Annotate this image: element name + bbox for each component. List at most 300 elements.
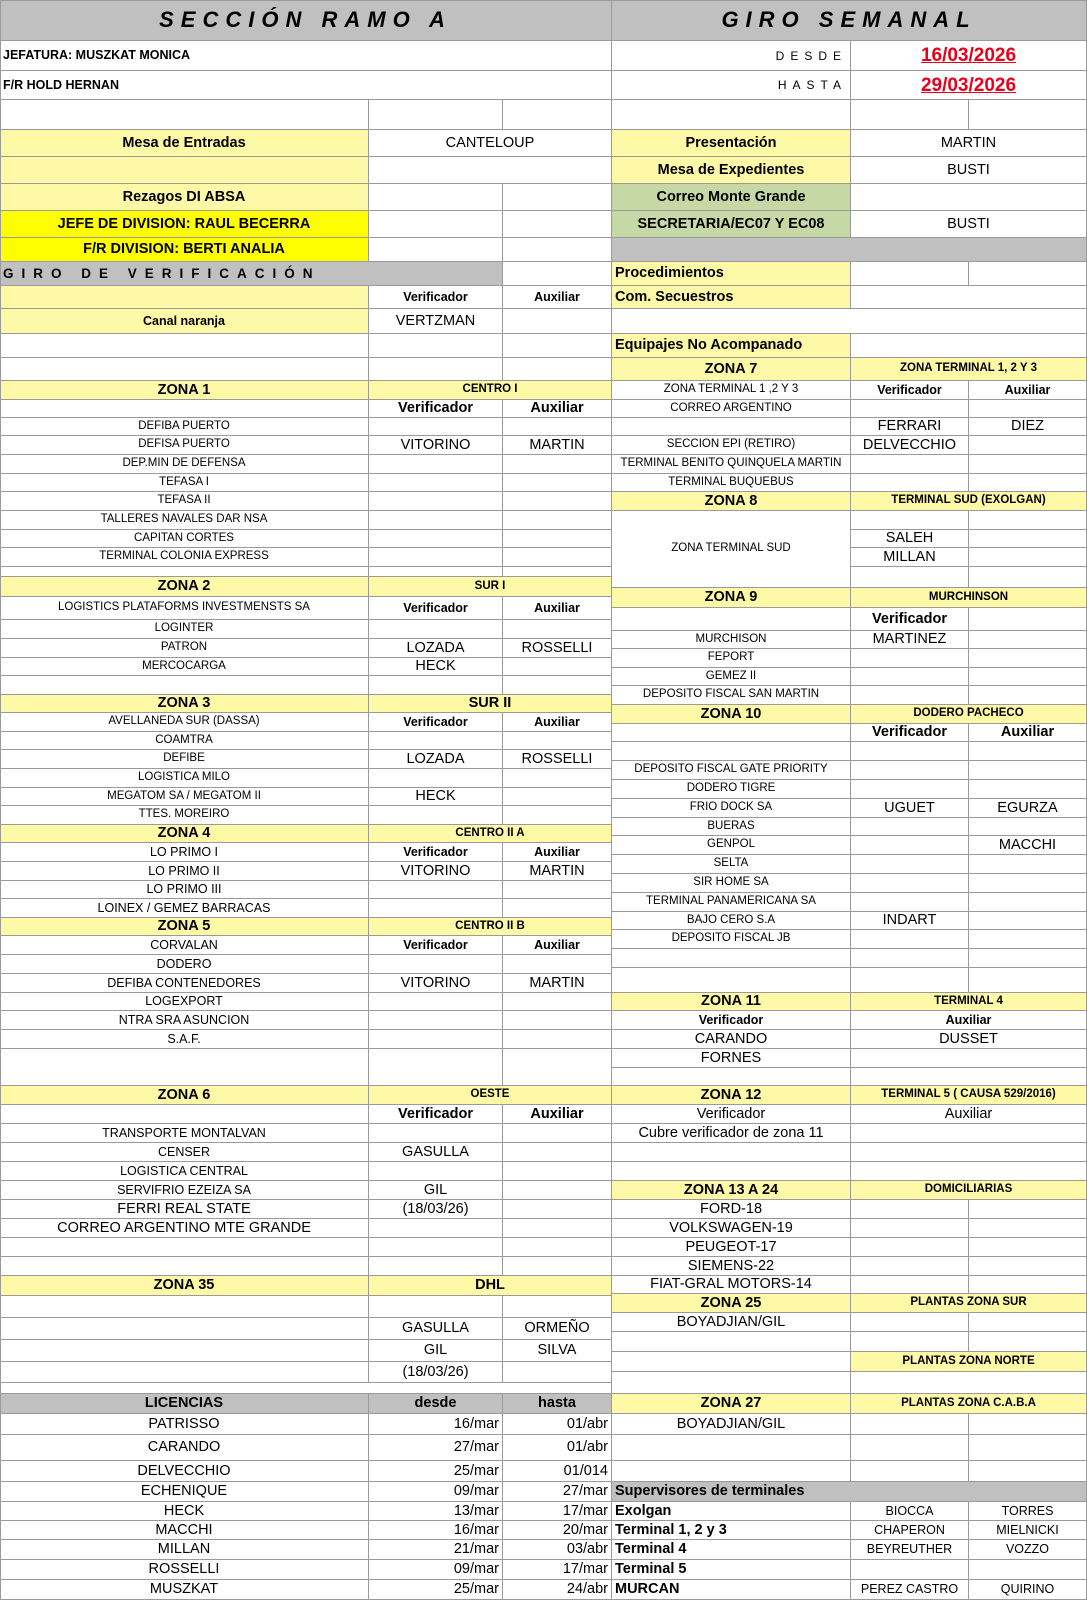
- empty-cell: [969, 1219, 1087, 1238]
- zone-header: ZONA 13 A 24: [612, 1181, 851, 1200]
- top-martin: MARTIN: [851, 130, 1087, 157]
- labels-verificador: Verificador: [369, 597, 503, 620]
- verificador-name: GASULLA: [369, 1318, 503, 1340]
- desde-label: DESDE: [612, 41, 851, 71]
- supervisor-name: TORRES: [969, 1502, 1087, 1521]
- empty-cell: [969, 1276, 1087, 1294]
- list-item: PATRON: [0, 639, 369, 658]
- auxiliar-name: MARTIN: [503, 862, 612, 881]
- empty-cell: [969, 949, 1087, 968]
- empty-cell: [503, 530, 612, 548]
- zone-header: ZONA 12: [612, 1086, 851, 1105]
- zone-header: ZONA 4: [0, 825, 369, 843]
- empty-cell: [503, 358, 612, 381]
- empty-cell: [503, 788, 612, 806]
- empty-cell: [969, 780, 1087, 799]
- list-item: S.A.F.: [0, 1030, 369, 1049]
- list-item: GENPOL: [612, 836, 851, 855]
- list-item: BOYADJIAN/GIL: [612, 1414, 851, 1435]
- licencia-name: ROSSELLI: [0, 1560, 369, 1580]
- zone-sub-header: TERMINAL 5 ( CAUSA 529/2016): [851, 1086, 1087, 1105]
- empty-cell: [0, 1362, 369, 1383]
- list-item: GEMEZ II: [612, 668, 851, 686]
- empty-cell: [851, 1219, 969, 1238]
- licencia-hasta: 17/mar: [503, 1502, 612, 1521]
- licencia-desde: 25/mar: [369, 1580, 503, 1600]
- empty-cell: [612, 742, 851, 761]
- empty-cell: [969, 1200, 1087, 1219]
- zone-sub-header: SUR II: [369, 695, 612, 713]
- auxiliar-name: DIEZ: [969, 418, 1087, 436]
- empty-cell: [369, 1238, 503, 1257]
- labels-verificador: Verificador: [369, 286, 503, 309]
- list-item: CENSER: [0, 1143, 369, 1162]
- empty-cell: [851, 930, 969, 949]
- licencia-name: MUSZKAT: [0, 1580, 369, 1600]
- empty-cell: [369, 1257, 503, 1276]
- empty-cell: [612, 418, 851, 436]
- licencias-desde-header: desde: [369, 1394, 503, 1414]
- empty-cell: [503, 993, 612, 1011]
- list-item: CORVALAN: [0, 936, 369, 955]
- empty-cell: [503, 474, 612, 492]
- verificador-name: Verificador: [851, 608, 969, 631]
- list-item: LOGINTER: [0, 620, 369, 639]
- empty-cell: [369, 1296, 503, 1318]
- list-item: CAPITAN CORTES: [0, 530, 369, 548]
- supervisores-header: Supervisores de terminales: [612, 1482, 1087, 1502]
- empty-cell: [851, 1068, 1087, 1086]
- empty-cell: [969, 930, 1087, 949]
- empty-cell: [503, 955, 612, 974]
- empty-cell: [0, 100, 369, 130]
- labels-verificador: Verificador: [612, 1011, 851, 1030]
- empty-cell: [851, 1124, 1087, 1143]
- supervisor-name: QUIRINO: [969, 1580, 1087, 1600]
- empty-cell: [851, 1143, 1087, 1162]
- right-z8_v1: SALEH: [851, 530, 969, 548]
- top-canal_naranja: Canal naranja: [0, 309, 369, 334]
- top-canteloup: CANTELOUP: [369, 130, 612, 157]
- verificador-name: Verificador: [369, 400, 503, 418]
- empty-cell: [503, 567, 612, 577]
- licencia-hasta: 24/abr: [503, 1580, 612, 1600]
- empty-cell: [369, 620, 503, 639]
- empty-cell: [369, 993, 503, 1011]
- empty-cell: [851, 874, 969, 893]
- empty-cell: [0, 1340, 369, 1362]
- list-item: TERMINAL COLONIA EXPRESS: [0, 548, 369, 567]
- licencia-hasta: 27/mar: [503, 1482, 612, 1502]
- empty-cell: [851, 334, 1087, 358]
- supervisor-terminal: Terminal 4: [612, 1540, 851, 1560]
- zone-sub-header: DOMICILIARIAS: [851, 1181, 1087, 1200]
- zone-sub-header: DHL: [369, 1276, 612, 1296]
- list-item: MEGATOM SA / MEGATOM II: [0, 788, 369, 806]
- top-procedimientos: Procedimientos: [612, 262, 851, 286]
- empty-cell: [969, 1435, 1087, 1461]
- labels-verificador_plain: Verificador: [612, 1105, 851, 1124]
- verificador-name: Verificador: [369, 1105, 503, 1124]
- empty-cell: [503, 238, 612, 262]
- labels-verificador: Verificador: [369, 936, 503, 955]
- list-item: FERRI REAL STATE: [0, 1200, 369, 1219]
- empty-cell: [369, 157, 612, 184]
- auxiliar-name: MARTIN: [503, 436, 612, 455]
- supervisor-terminal: Terminal 1, 2 y 3: [612, 1521, 851, 1540]
- top-busti: BUSTI: [851, 211, 1087, 238]
- empty-cell: [851, 1162, 1087, 1181]
- empty-cell: [503, 334, 612, 358]
- empty-cell: [503, 492, 612, 511]
- empty-cell: [0, 1383, 612, 1394]
- empty-cell: [369, 567, 503, 577]
- supervisor-terminal: Exolgan: [612, 1502, 851, 1521]
- empty-cell: [969, 742, 1087, 761]
- list-item: FEPORT: [612, 649, 851, 668]
- hasta-label: HASTA: [612, 71, 851, 100]
- empty-cell: [612, 1162, 851, 1181]
- empty-cell: [851, 1238, 969, 1257]
- empty-cell: [503, 1238, 612, 1257]
- empty-cell: [969, 761, 1087, 780]
- empty-cell: [851, 100, 969, 130]
- empty-cell: [969, 818, 1087, 836]
- licencias-header: LICENCIAS: [0, 1394, 369, 1414]
- top-correo_mg: Correo Monte Grande: [612, 184, 851, 211]
- verificador-name: (18/03/26): [369, 1362, 503, 1383]
- licencia-desde: 16/mar: [369, 1414, 503, 1435]
- auxiliar-name: Auxiliar: [503, 400, 612, 418]
- top-com_secuestros: Com. Secuestros: [612, 286, 851, 309]
- licencia-desde: 16/mar: [369, 1521, 503, 1540]
- auxiliar-name: Auxiliar: [503, 1105, 612, 1124]
- empty-cell: [969, 1257, 1087, 1276]
- auxiliar-name: ORMEÑO: [503, 1318, 612, 1340]
- empty-cell: [369, 548, 503, 567]
- right-z11_v-0: CARANDO: [612, 1030, 851, 1049]
- empty-cell: [369, 100, 503, 130]
- empty-cell: [503, 1219, 612, 1238]
- list-item: ZONA TERMINAL 1 ,2 Y 3: [612, 381, 851, 400]
- empty-cell: [851, 474, 969, 492]
- empty-cell: [503, 1143, 612, 1162]
- verificador-name: GIL: [369, 1181, 503, 1200]
- empty-cell: [369, 184, 503, 211]
- empty-cell: [503, 806, 612, 825]
- empty-cell: [503, 1030, 612, 1049]
- supervisor-name: BIOCCA: [851, 1502, 969, 1521]
- empty-cell: [851, 1372, 1087, 1394]
- list-item: LOINEX / GEMEZ BARRACAS: [0, 899, 369, 918]
- zone-sub-header: CENTRO I: [369, 381, 612, 400]
- empty-cell: [369, 474, 503, 492]
- empty-cell: [969, 567, 1087, 588]
- empty-cell: [369, 955, 503, 974]
- empty-cell: [369, 676, 503, 695]
- empty-cell: [369, 881, 503, 899]
- zone-header: ZONA 3: [0, 695, 369, 713]
- list-item: LOGEXPORT: [0, 993, 369, 1011]
- list-item: MURCHISON: [612, 631, 851, 649]
- top-jefe_div: JEFE DE DIVISION: RAUL BECERRA: [0, 211, 369, 238]
- licencia-hasta: 01/014: [503, 1461, 612, 1482]
- supervisor-name: VOZZO: [969, 1540, 1087, 1560]
- auxiliar-name: EGURZA: [969, 799, 1087, 818]
- top-rezagos: Rezagos DI ABSA: [0, 184, 369, 211]
- empty-cell: [369, 530, 503, 548]
- empty-cell: [503, 211, 612, 238]
- empty-cell: [503, 1257, 612, 1276]
- empty-cell: [503, 1162, 612, 1181]
- fr-label: F/R HOLD HERNAN: [0, 71, 612, 100]
- empty-cell: [851, 668, 969, 686]
- empty-cell: [369, 1011, 503, 1030]
- list-item: AVELLANEDA SUR (DASSA): [0, 713, 369, 732]
- empty-cell: [503, 1200, 612, 1219]
- empty-cell: [612, 238, 1087, 262]
- empty-cell: [851, 893, 969, 912]
- zone-header: ZONA 8: [612, 492, 851, 511]
- hasta-date: 29/03/2026: [851, 71, 1087, 100]
- jefatura-label: JEFATURA: MUSZKAT MONICA: [0, 41, 612, 71]
- supervisor-name: MIELNICKI: [969, 1521, 1087, 1540]
- auxiliar-name: MACCHI: [969, 836, 1087, 855]
- empty-cell: [503, 1181, 612, 1200]
- zone-sub-header: PLANTAS ZONA SUR: [851, 1294, 1087, 1313]
- empty-cell: [612, 608, 851, 631]
- licencia-name: ECHENIQUE: [0, 1482, 369, 1502]
- empty-cell: [369, 418, 503, 436]
- empty-cell: [969, 511, 1087, 530]
- supervisor-terminal: MURCAN: [612, 1580, 851, 1600]
- empty-cell: [851, 742, 969, 761]
- list-item: FIAT-GRAL MOTORS-14: [612, 1276, 851, 1294]
- licencia-name: MACCHI: [0, 1521, 369, 1540]
- list-item: DEPOSITO FISCAL GATE PRIORITY: [612, 761, 851, 780]
- zone-header: ZONA 35: [0, 1276, 369, 1296]
- empty-cell: [369, 358, 503, 381]
- empty-cell: [851, 949, 969, 968]
- empty-cell: [612, 1352, 851, 1372]
- licencia-name: PATRISSO: [0, 1414, 369, 1435]
- empty-cell: [612, 1332, 851, 1352]
- verificador-name: UGUET: [851, 799, 969, 818]
- empty-cell: [503, 455, 612, 474]
- licencia-name: HECK: [0, 1502, 369, 1521]
- auxiliar-name: Auxiliar: [969, 724, 1087, 742]
- empty-cell: [851, 286, 1087, 309]
- zone-sub-header: TERMINAL 4: [851, 993, 1087, 1011]
- verificador-name: DELVECCHIO: [851, 436, 969, 455]
- list-item: VOLKSWAGEN-19: [612, 1219, 851, 1238]
- licencia-hasta: 17/mar: [503, 1560, 612, 1580]
- empty-cell: [969, 100, 1087, 130]
- empty-cell: [0, 676, 369, 695]
- empty-cell: [503, 899, 612, 918]
- list-item: TTES. MOREIRO: [0, 806, 369, 825]
- list-item: TRANSPORTE MONTALVAN: [0, 1124, 369, 1143]
- zone-sub-header: ZONA TERMINAL 1, 2 Y 3: [851, 358, 1087, 381]
- empty-cell: [851, 649, 969, 668]
- list-item: NTRA SRA ASUNCION: [0, 1011, 369, 1030]
- verificador-name: LOZADA: [369, 639, 503, 658]
- empty-cell: [851, 780, 969, 799]
- section-title: SECCIÓN RAMO A: [0, 0, 612, 41]
- empty-cell: [851, 1332, 969, 1352]
- empty-cell: [0, 358, 369, 381]
- zone-sub-header: DODERO PACHECO: [851, 705, 1087, 724]
- empty-cell: [612, 1143, 851, 1162]
- labels-auxiliar: Auxiliar: [503, 713, 612, 732]
- verificador-name: HECK: [369, 788, 503, 806]
- empty-cell: [851, 262, 969, 286]
- top-secretaria: SECRETARIA/EC07 Y EC08: [612, 211, 851, 238]
- empty-cell: [612, 1435, 851, 1461]
- list-item: SELTA: [612, 855, 851, 874]
- empty-cell: [969, 474, 1087, 492]
- empty-cell: [969, 649, 1087, 668]
- verificador-name: LOZADA: [369, 750, 503, 769]
- labels-auxiliar: Auxiliar: [503, 936, 612, 955]
- empty-cell: [969, 912, 1087, 930]
- empty-cell: [0, 1257, 369, 1276]
- verificador-name: MARTINEZ: [851, 631, 969, 649]
- empty-cell: [503, 676, 612, 695]
- empty-cell: [0, 1049, 369, 1086]
- zone-header: ZONA 6: [0, 1086, 369, 1105]
- zone-header: ZONA 1: [0, 381, 369, 400]
- zone-sub-header: CENTRO II B: [369, 918, 612, 936]
- top-mesa_expedientes: Mesa de Expedientes: [612, 157, 851, 184]
- list-item: DEFIBA PUERTO: [0, 418, 369, 436]
- list-item: DEFIBE: [0, 750, 369, 769]
- auxiliar-name: ROSSELLI: [503, 750, 612, 769]
- supervisor-name: [969, 1560, 1087, 1580]
- supervisor-name: PEREZ CASTRO: [851, 1580, 969, 1600]
- zona-terminal-sud: ZONA TERMINAL SUD: [612, 511, 851, 588]
- list-item: COAMTRA: [0, 732, 369, 750]
- empty-cell: [851, 968, 969, 993]
- list-item: CORREO ARGENTINO: [612, 400, 851, 418]
- auxiliar-name: SILVA: [503, 1340, 612, 1362]
- empty-cell: [969, 455, 1087, 474]
- licencia-desde: 09/mar: [369, 1482, 503, 1502]
- zone-sub-header: SUR I: [369, 577, 612, 597]
- licencia-hasta: 01/abr: [503, 1414, 612, 1435]
- auxiliar-name: ROSSELLI: [503, 639, 612, 658]
- empty-cell: [0, 567, 369, 577]
- empty-cell: [369, 511, 503, 530]
- empty-cell: [969, 1238, 1087, 1257]
- licencia-desde: 09/mar: [369, 1560, 503, 1580]
- empty-cell: [969, 530, 1087, 548]
- list-item: LO PRIMO II: [0, 862, 369, 881]
- verificador-name: HECK: [369, 658, 503, 676]
- licencia-hasta: 20/mar: [503, 1521, 612, 1540]
- list-item: LO PRIMO I: [0, 843, 369, 862]
- list-item: DEFISA PUERTO: [0, 436, 369, 455]
- empty-cell: [503, 658, 612, 676]
- empty-cell: [369, 492, 503, 511]
- supervisor-terminal: Terminal 5: [612, 1560, 851, 1580]
- empty-cell: [851, 1435, 969, 1461]
- empty-cell: [503, 732, 612, 750]
- empty-cell: [969, 686, 1087, 705]
- list-item: SIEMENS-22: [612, 1257, 851, 1276]
- list-item: LOGISTICA MILO: [0, 769, 369, 788]
- empty-cell: [369, 1162, 503, 1181]
- empty-cell: [851, 686, 969, 705]
- list-item: SECCION EPI (RETIRO): [612, 436, 851, 455]
- empty-cell: [969, 874, 1087, 893]
- empty-cell: [851, 511, 969, 530]
- empty-cell: [503, 1011, 612, 1030]
- verificador-name: VITORINO: [369, 974, 503, 993]
- list-item: CORREO ARGENTINO MTE GRANDE: [0, 1219, 369, 1238]
- list-item: BOYADJIAN/GIL: [612, 1313, 851, 1332]
- empty-cell: [969, 855, 1087, 874]
- verificador-name: INDART: [851, 912, 969, 930]
- list-item: SERVIFRIO EZEIZA SA: [0, 1181, 369, 1200]
- supervisor-name: CHAPERON: [851, 1521, 969, 1540]
- empty-cell: [851, 836, 969, 855]
- empty-cell: [969, 400, 1087, 418]
- list-item: LO PRIMO III: [0, 881, 369, 899]
- list-item: LOGISTICS PLATAFORMS INVESTMENSTS SA: [0, 597, 369, 620]
- presentacion: Presentación: [612, 130, 851, 157]
- labels-verificador: Verificador: [369, 843, 503, 862]
- empty-cell: [369, 806, 503, 825]
- empty-cell: [503, 620, 612, 639]
- empty-cell: [612, 724, 851, 742]
- licencias-hasta-header: hasta: [503, 1394, 612, 1414]
- right-plantas_norte: PLANTAS ZONA NORTE: [851, 1352, 1087, 1372]
- top-fr_div: F/R DIVISION: BERTI ANALIA: [0, 238, 369, 262]
- auxiliar-name: MARTIN: [503, 974, 612, 993]
- zone-sub-header: CENTRO II A: [369, 825, 612, 843]
- labels-verificador: Verificador: [851, 381, 969, 400]
- verificador-name: VITORINO: [369, 862, 503, 881]
- zone-header: ZONA 5: [0, 918, 369, 936]
- empty-cell: [369, 1124, 503, 1143]
- labels-auxiliar_plain: Auxiliar: [851, 1105, 1087, 1124]
- empty-cell: [851, 1049, 1087, 1068]
- licencia-hasta: 01/abr: [503, 1435, 612, 1461]
- right-z11_a: DUSSET: [851, 1030, 1087, 1049]
- giro-verificacion: GIRO DE VERIFICACIÓN: [0, 262, 503, 286]
- licencia-name: MILLAN: [0, 1540, 369, 1560]
- licencia-desde: 27/mar: [369, 1435, 503, 1461]
- supervisor-name: BEYREUTHER: [851, 1540, 969, 1560]
- verificador-name: Verificador: [851, 724, 969, 742]
- empty-cell: [851, 1276, 969, 1294]
- licencia-hasta: 03/abr: [503, 1540, 612, 1560]
- verificador-name: FERRARI: [851, 418, 969, 436]
- empty-cell: [0, 1318, 369, 1340]
- empty-cell: [851, 1200, 969, 1219]
- labels-verificador: Verificador: [369, 713, 503, 732]
- empty-cell: [851, 1313, 969, 1332]
- empty-cell: [969, 893, 1087, 912]
- empty-cell: [0, 1296, 369, 1318]
- empty-cell: [503, 511, 612, 530]
- empty-cell: [612, 968, 851, 993]
- empty-cell: [369, 769, 503, 788]
- right-z11_v-1: FORNES: [612, 1049, 851, 1068]
- empty-cell: [851, 455, 969, 474]
- list-item: DODERO: [0, 955, 369, 974]
